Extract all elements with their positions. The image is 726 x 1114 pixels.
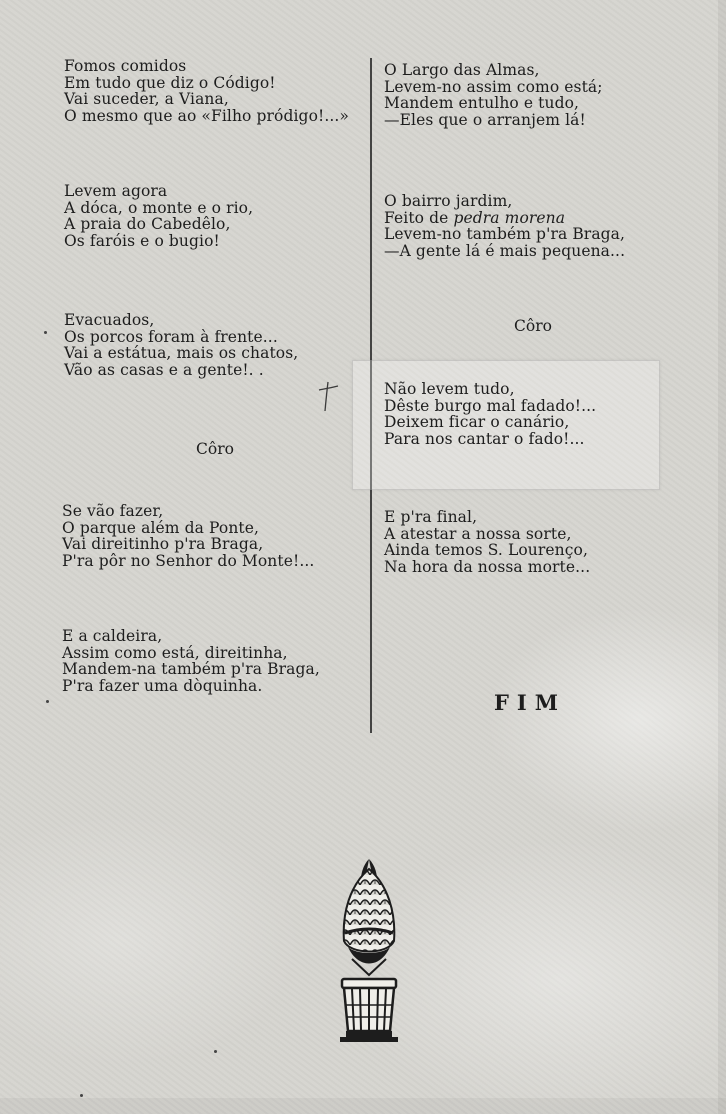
- stanza-left-3: [64, 312, 298, 378]
- verse-line: A praia do Cabedêlo,: [64, 215, 231, 233]
- pencil-cross-mark-icon: [316, 380, 342, 414]
- end-marker: FIM: [494, 690, 566, 715]
- page-bottom-edge: [0, 1098, 726, 1114]
- stanza-left-5: [62, 628, 320, 694]
- stanza-left-4: [62, 503, 314, 569]
- stanza-right-2: [384, 193, 625, 259]
- verse-line: P'ra pôr no Senhor do Monte!...: [62, 551, 315, 570]
- verse-line: Vai a estátua, mais os chatos,: [64, 344, 299, 362]
- verse-line: Deixem ficar o canário,: [384, 413, 570, 431]
- verse-line: Os faróis e o bugio!: [64, 231, 220, 250]
- chorus-label-right: Côro: [514, 317, 552, 335]
- verse-line: A atestar a nossa sorte,: [384, 524, 572, 543]
- pine-cone-urn-icon: [330, 855, 408, 1045]
- verse-line: Na hora da nossa morte...: [384, 557, 591, 576]
- verse-line: —A gente lá é mais pequena...: [384, 241, 626, 260]
- verse-line: [384, 210, 625, 227]
- ink-speck: [214, 1050, 217, 1053]
- verse-line: P'ra fazer uma dòquinha.: [62, 676, 263, 695]
- verse-line: Mandem-na também p'ra Braga,: [62, 660, 320, 678]
- verse-line: Os porcos foram à frente...: [64, 327, 278, 346]
- ink-speck: [80, 1094, 83, 1097]
- italic-phrase: pedra morena: [453, 208, 566, 227]
- stanza-left-1: [64, 58, 349, 124]
- verse-line: Se vão fazer,: [62, 502, 164, 520]
- verse-line: —Eles que o arranjem lá!: [384, 110, 586, 129]
- stanza-right-3: [384, 381, 596, 447]
- stanza-right-4: [384, 509, 590, 575]
- verse-line: Vão as casas e a gente!. .: [64, 360, 264, 379]
- ink-speck: [44, 331, 47, 334]
- verse-text: Feito de: [384, 208, 449, 227]
- verse-line: O bairro jardim,: [384, 192, 513, 210]
- verse-line: Assim como está, direitinha,: [62, 643, 288, 662]
- verse-line: Fomos comidos: [64, 57, 187, 75]
- verse-line: Levem-no assim como está;: [384, 77, 603, 96]
- verse-line: Ainda temos S. Lourenço,: [384, 541, 588, 559]
- verse-line: Evacuados,: [64, 311, 155, 329]
- chorus-label-left: Côro: [196, 440, 234, 458]
- stanza-right-1: [384, 62, 603, 128]
- ink-speck: [46, 700, 49, 703]
- verse-line: Em tudo que diz o Código!: [64, 73, 276, 92]
- verse-line: O Largo das Almas,: [384, 61, 540, 79]
- verse-line: E p'ra final,: [384, 508, 478, 526]
- verse-line: Para nos cantar o fado!...: [384, 429, 585, 448]
- verse-line: O mesmo que ao «Filho pródigo!...»: [64, 106, 350, 125]
- verse-line: Vai suceder, a Viana,: [64, 90, 229, 108]
- verse-line: Mandem entulho e tudo,: [384, 94, 580, 112]
- verse-line: Dêste burgo mal fadado!...: [384, 396, 597, 415]
- page-edge-shadow: [718, 0, 726, 1114]
- stanza-left-2: [64, 183, 253, 249]
- verse-line: Não levem tudo,: [384, 380, 515, 398]
- verse-line: Levem agora: [64, 182, 168, 200]
- verse-line: Vai direitinho p'ra Braga,: [62, 535, 264, 553]
- verse-line: Levem-no também p'ra Braga,: [384, 225, 626, 243]
- verse-line: A dóca, o monte e o rio,: [64, 198, 254, 217]
- verse-line: E a caldeira,: [62, 627, 163, 645]
- verse-line: O parque além da Ponte,: [62, 518, 260, 537]
